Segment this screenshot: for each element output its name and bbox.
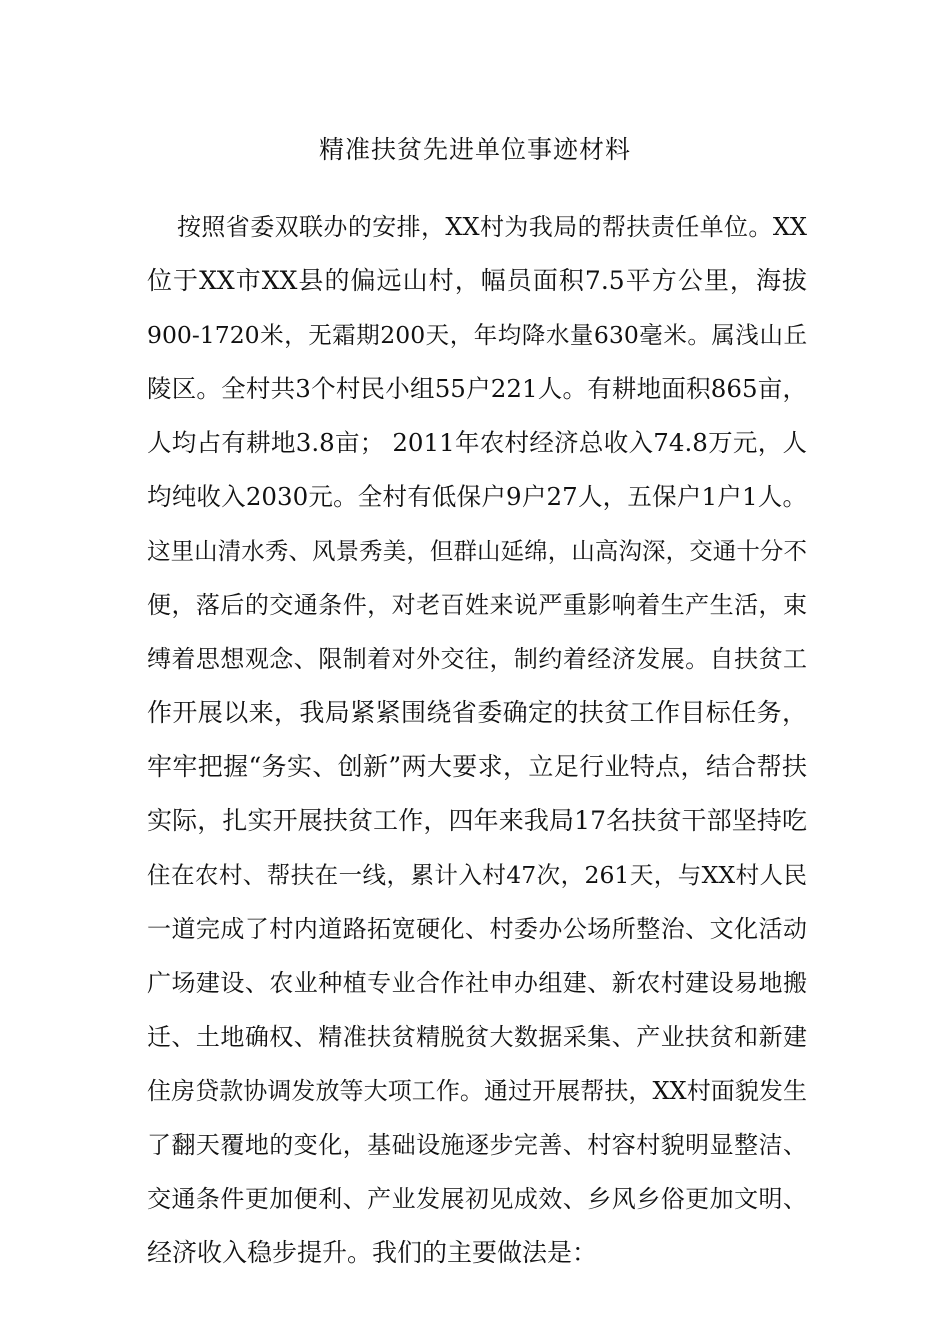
paragraph-line: 人均占有耕地3.8亩； 2011年农村经济总收入74.8万元，人 [147,428,807,457]
paragraph-line: 迁、土地确权、精准扶贫精脱贫大数据采集、产业扶贫和新建 [147,1023,807,1051]
document-title: 精准扶贫先进单位事迹材料 [318,135,631,164]
document-body [147,200,807,1280]
paragraph-line: 便，落后的交通条件，对老百姓来说严重影响着生产生活，束 [147,591,807,619]
paragraph-line: 经济收入稳步提升。我们的主要做法是： [147,1238,598,1267]
paragraph-line: 广场建设、农业种植专业合作社申办组建、新农村建设易地搬 [147,969,807,997]
paragraph-line: 交通条件更加便利、产业发展初见成效、乡风乡俗更加文明、 [147,1185,807,1213]
paragraph-line: 了翻天覆地的变化，基础设施逐步完善、村容村貌明显整洁、 [147,1131,807,1159]
paragraph-line: 牢牢把握“务实、创新”两大要求，立足行业特点，结合帮扶 [147,752,807,781]
paragraph-line: 位于XX市XX县的偏远山村，幅员面积7.5平方公里，海拔 [147,266,807,295]
paragraph-line: 缚着思想观念、限制着对外交往，制约着经济发展。自扶贫工 [147,645,807,673]
paragraph-line: 陵区。全村共3个村民小组55户221人。有耕地面积865亩， [147,374,807,403]
paragraph-line: 按照省委双联办的安排，XX村为我局的帮扶责任单位。XX [177,213,807,241]
paragraph-line: 住在农村、帮扶在一线，累计入村47次，261天，与XX村人民 [147,861,807,889]
paragraph-line: 900-1720米，无霜期200天，年均降水量630毫米。属浅山丘 [147,321,807,349]
paragraph-line: 这里山清水秀、风景秀美，但群山延绵，山高沟深，交通十分不 [147,537,807,565]
paragraph-line: 均纯收入2030元。全村有低保户9户27人，五保户1户1人。 [147,482,807,511]
paragraph-line: 住房贷款协调发放等大项工作。通过开展帮扶，XX村面貌发生 [147,1077,807,1105]
paragraph-line: 实际，扎实开展扶贫工作，四年来我局17名扶贫干部坚持吃 [147,806,807,835]
paragraph-line: 作开展以来，我局紧紧围绕省委确定的扶贫工作目标任务， [147,698,807,727]
paragraph-line: 一道完成了村内道路拓宽硬化、村委办公场所整治、文化活动 [147,915,807,943]
